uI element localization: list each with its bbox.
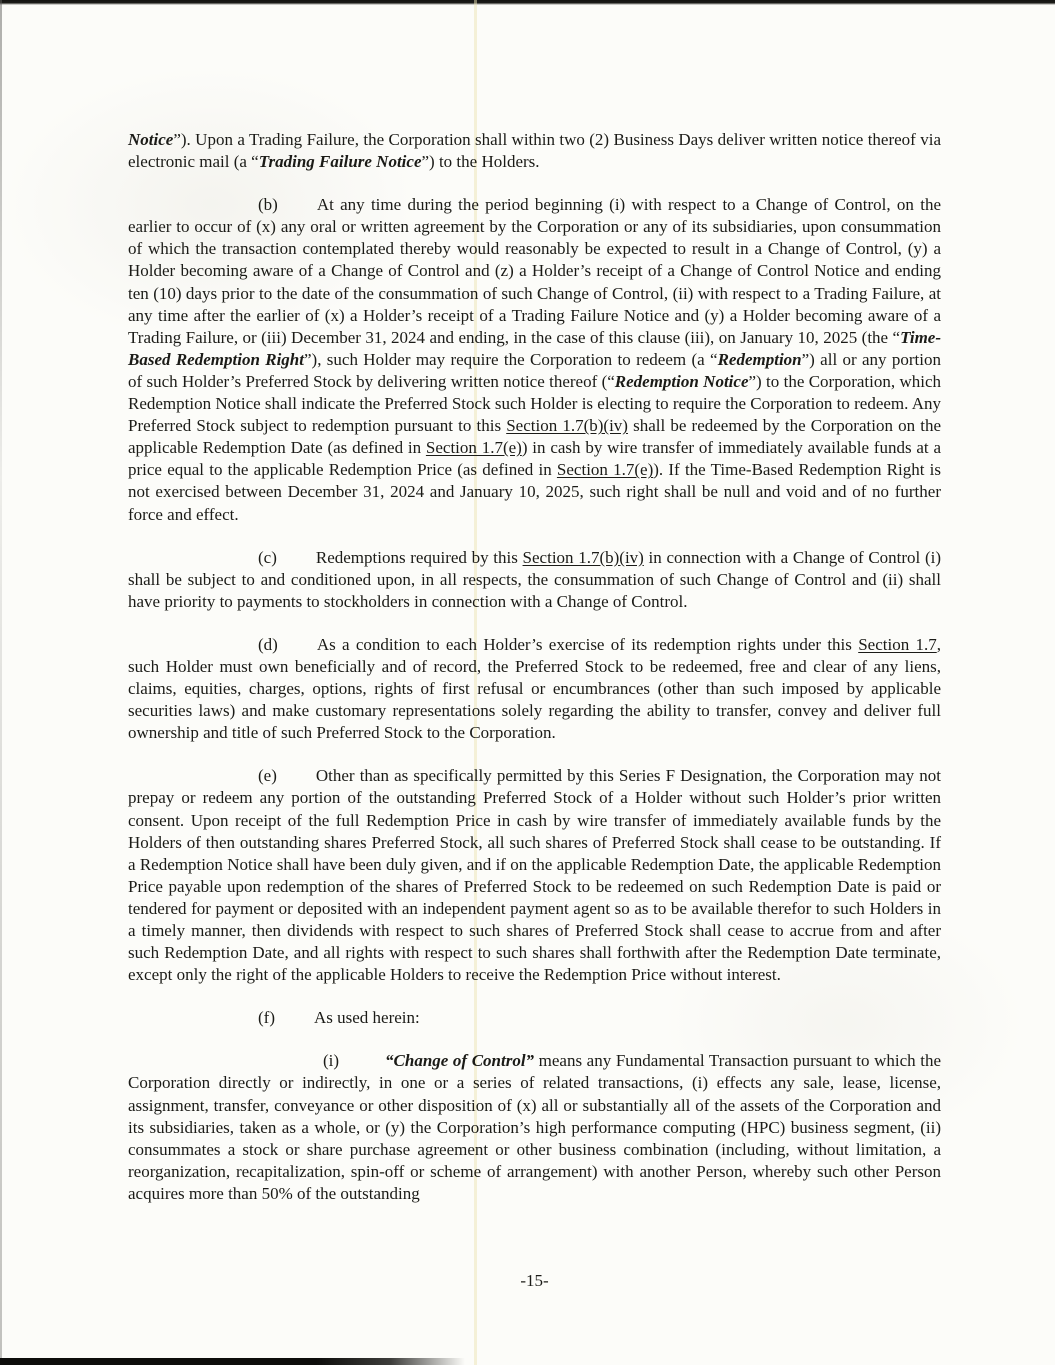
text-run: Other than as specifically permitted by this Series F Designation, the Corporation may not prepay or redeem any portion of the outstanding Preferred Stock of a Holder without such Holder’s prior written consent. Upon receipt of the full Redemption Price in cash by wire transfer of immediately available funds by the Holders of then outstanding shares Preferred Stock, all such shares of Preferred Stock shall cease to be outstanding. If a Redemption Notice shall have been duly given, and if on the applicable Redemption Date, the applicable Redemption Price payable upon redemption of the shares of Preferred Stock to be redeemed on such Redemption Date is paid or tendered for payment or deposited with an independent payment agent so as to be available therefor to such Holders in a timely manner, then dividends with respect to such shares of Preferred Stock shall cease to accrue from and after such Redemption Date, and all rights with respect to such shares shall forthwith after the Redemption Date terminate, except only the right of the applicable Holders to receive the Redemption Price without interest. bbox=[128, 766, 941, 985]
page-number: -15- bbox=[520, 1271, 549, 1290]
defined-term: Time-Based Redemption Right bbox=[128, 327, 941, 369]
text-run: in connection with a Change of Control (i) shall be subject to and conditioned upon, in all respects, the consummation of such Change of Control and (ii) shall have priority to payments to stockholders in connection with a Change of Control. bbox=[128, 547, 941, 611]
defined-term: “Change of Control” bbox=[385, 1051, 535, 1071]
paragraph-label: (e) bbox=[258, 766, 277, 786]
text-run: ”) to the Corporation, which Redemption Notice shall indicate the Preferred Stock such Holder is electing to require the Corporation to redeem. Any Preferred Stock subject to redemption pursuant to this bbox=[128, 371, 941, 436]
text-run: ”) to the Holders. bbox=[421, 152, 540, 172]
paragraph bbox=[128, 129, 941, 173]
text-run: ”). Upon a Trading Failure, the Corporation shall within two (2) Business Days deliver written notice thereof via electronic mail (a “ bbox=[128, 130, 941, 172]
paragraph bbox=[128, 765, 941, 986]
text-run: As used herein: bbox=[313, 1008, 420, 1028]
defined-term: Notice bbox=[128, 130, 174, 149]
page-body bbox=[128, 129, 941, 1205]
section-reference: Section 1.7(b)(iv) bbox=[522, 547, 644, 567]
defined-term: Trading Failure Notice bbox=[258, 152, 422, 172]
paragraph-label: (d) bbox=[258, 634, 278, 654]
paragraph bbox=[128, 634, 941, 744]
paragraph bbox=[128, 1050, 941, 1205]
paragraph-label: (b) bbox=[258, 195, 278, 215]
paragraph-label: (c) bbox=[258, 547, 277, 567]
paragraph-label: (i) bbox=[323, 1051, 340, 1071]
text-run: ”), such Holder may require the Corporation to redeem (a “ bbox=[303, 349, 718, 369]
text-run: At any time during the period beginning (i) with respect to a Change of Control, on the earlier to occur of (x) any oral or written agreement by the Corporation or any of its subsidiaries, upon consummation of which the transaction contemplated thereby would reasonably be expected to result in a Change of Control, (y) a Holder becoming aware of a Change of Control and (z) a Holder’s receipt of a Change of Control Notice and ending ten (10) days prior to the date of the consummation of such Change of Control, (ii) with respect to a Trading Failure, at any time after the earlier of (x) a Holder’s receipt of a Trading Failure Notice and (y) a Holder becoming aware of a Trading Failure, or (iii) December 31, 2024 and ending, in the case of this clause (iii), on January 10, 2025 (the “ bbox=[128, 195, 941, 347]
paragraph bbox=[128, 1007, 941, 1029]
defined-term: Redemption bbox=[717, 349, 802, 369]
text-run: Redemptions required by this bbox=[315, 547, 523, 567]
defined-term: Redemption Notice bbox=[614, 371, 749, 391]
text-run: ) in cash by wire transfer of immediately available funds at a price equal to the applicable Redemption Price (as defined in bbox=[128, 438, 941, 480]
text-run: , such Holder must own beneficially and of record, the Preferred Stock to be redeemed, free and clear of any liens, claims, equities, charges, options, rights of first refusal or encumbrances (other than such imposed by applicable securities laws) and make customary representations solely regarding the ability to transfer, convey and deliver full ownership and title of such Preferred Stock to the Corporation. bbox=[128, 634, 941, 743]
section-reference: Section 1.7 bbox=[858, 634, 937, 654]
text-run: ”) all or any portion of such Holder’s Preferred Stock by delivering written notice thereof (“ bbox=[128, 349, 942, 391]
scan-artifact-left-edge bbox=[0, 0, 2, 1365]
text-run: As a condition to each Holder’s exercise of its redemption rights under this bbox=[316, 634, 859, 654]
paragraphs-container bbox=[128, 129, 941, 1205]
scan-artifact-bottom-edge bbox=[0, 1358, 465, 1365]
section-reference: Section 1.7(e) bbox=[556, 460, 654, 480]
paragraph-label: (f) bbox=[258, 1008, 275, 1028]
section-reference: Section 1.7(b)(iv) bbox=[506, 416, 628, 436]
scan-artifact-top-edge bbox=[0, 0, 1055, 5]
text-run: shall be redeemed by the Corporation on the applicable Redemption Date (as defined in bbox=[128, 416, 941, 458]
paragraph bbox=[128, 194, 941, 525]
text-run: ). If the Time-Based Redemption Right is not exercised between December 31, 2024 and January 10, 2025, such right shall be null and void and of no further force and effect. bbox=[128, 460, 942, 524]
text-run: means any Fundamental Transaction pursuant to which the Corporation directly or indirectly, in one or a series of related transactions, (i) effects any sale, lease, license, assignment, transfer, conveyance or other disposition of (x) all or substantially all of the assets of the Corporation and its subsidiaries, taken as a whole, or (y) the Corporation’s high performance computing (HPC) business segment, (ii) consummates a stock or share purchase agreement or other business combination (including, without limitation, a reorganization, recapitalization, spin-off or scheme of arrangement) with another Person, whereby such other Person acquires more than 50% of the outstanding bbox=[128, 1051, 941, 1203]
paragraph bbox=[128, 547, 941, 613]
section-reference: Section 1.7(e) bbox=[425, 438, 522, 458]
